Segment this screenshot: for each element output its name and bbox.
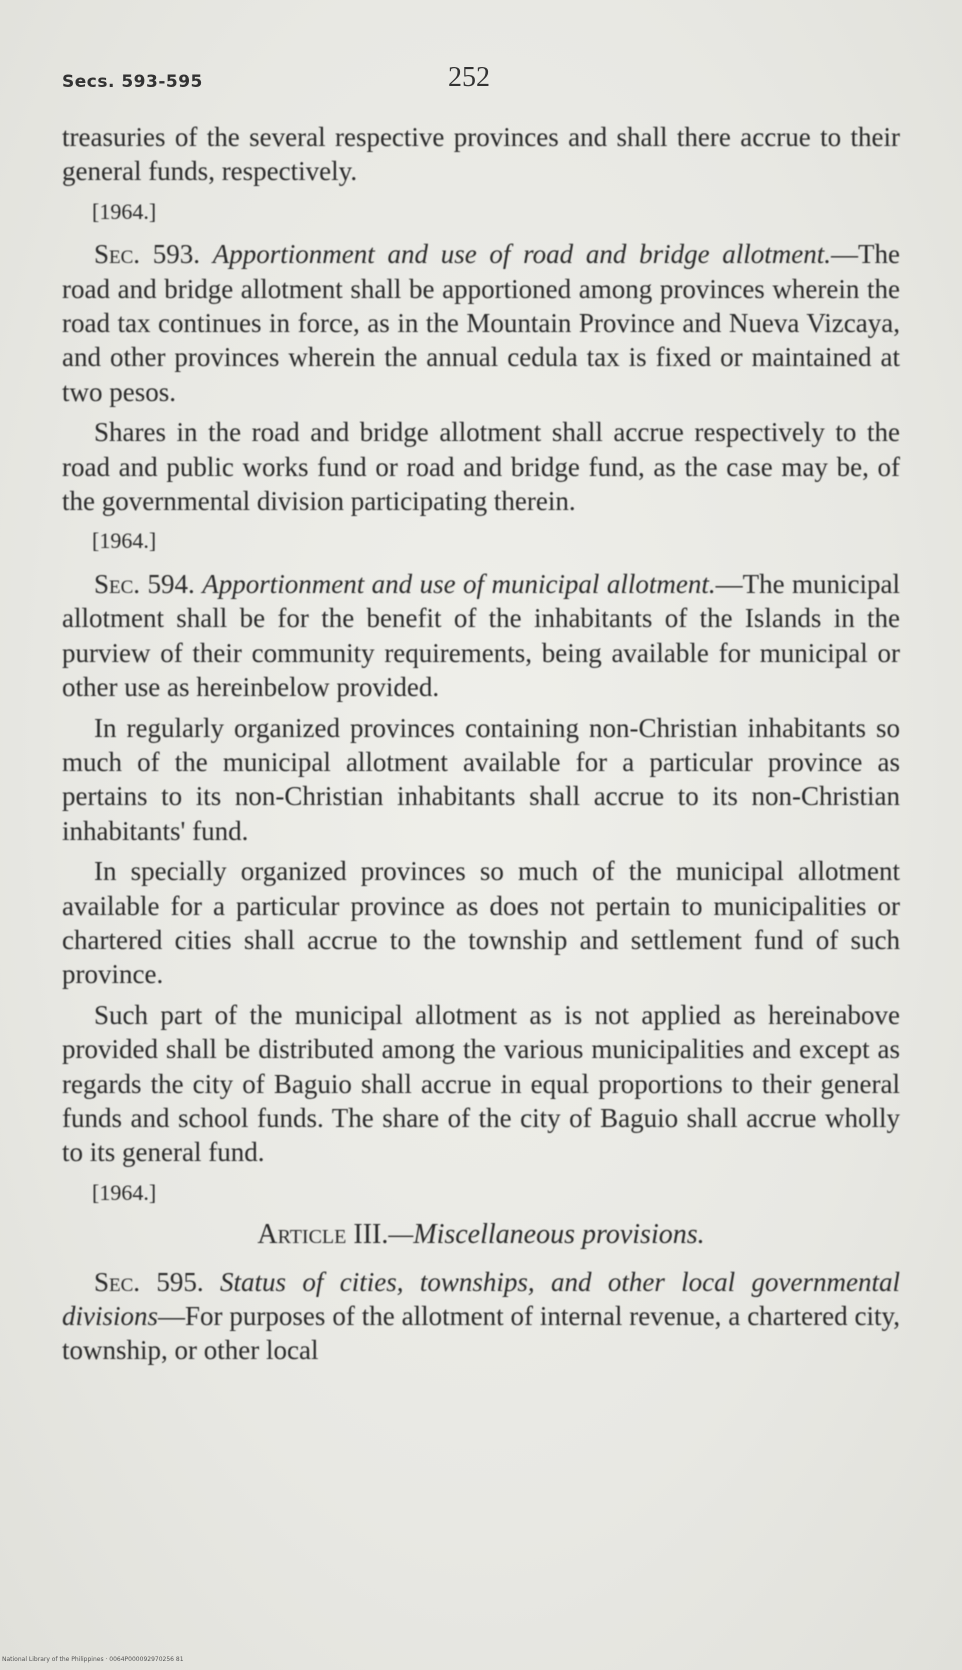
section-range-header: Secs. 593-595: [62, 72, 203, 92]
section-title: Status of cities, townships, and other local governmental divisions: [62, 1266, 900, 1331]
section-number: Sec. 593.: [94, 239, 201, 270]
section-number: Sec. 594.: [94, 568, 195, 599]
date-note: [1964.]: [92, 198, 157, 224]
section-text: —The municipal allotment shall be for the benefit of the inhabitants of the Islands in the purview of their community requirements, being available for municipal or other use as hereinbelow provided.: [62, 568, 901, 703]
section-number: Sec. 595.: [94, 1266, 204, 1297]
section-title: Apportionment and use of road and bridge allotment.: [212, 239, 832, 270]
continuation-paragraph: treasuries of the several respective provinces and shall there accrue to their general funds, respectively.: [62, 122, 900, 187]
body-text: [62, 120, 900, 1374]
date-note: [1964.]: [92, 528, 157, 554]
section-593-paragraph: [62, 237, 900, 409]
section-594-paragraph-2: In regularly organized provinces containing non-Christian inhabitants so much of the municipal allotment available for a particular province as pertains to its non-Christian inhabitants shall accrue to its non-Christian inhabitants' fund.: [62, 712, 900, 846]
section-594-paragraph: [62, 567, 900, 705]
section-594-paragraph-4: Such part of the municipal allotment as is not applied as hereinabove provided shall be distributed among the various municipalities and except as regards the city of Baguio shall accrue in equal proportions to their general funds and school funds. The share of the city of Baguio shall accrue wholly to its general fund.: [62, 999, 900, 1168]
section-593-paragraph-2: Shares in the road and bridge allotment shall accrue respectively to the road and public works fund or road and bridge fund, as the case may be, of the governmental division participating therein.: [62, 417, 900, 517]
page-number: 252: [448, 62, 490, 93]
section-title: Apportionment and use of municipal allotment.: [202, 568, 716, 599]
article-title: —Miscellaneous provisions.: [388, 1219, 705, 1251]
section-text: —For purposes of the allotment of internal revenue, a chartered city, township, or other local: [62, 1301, 900, 1366]
section-text: —The road and bridge allotment shall be apportioned among provinces wherein the road tax continues in force, as in the Mountain Province and Nueva Vizcaya, and other provinces wherein the annual cedula tax is fixed or maintained at two pesos.: [62, 239, 901, 407]
article-heading: [62, 1218, 900, 1252]
date-note: [1964.]: [92, 1179, 157, 1205]
section-594-paragraph-3: In specially organized provinces so much of the municipal allotment available for a particular province as does not pertain to municipalities or chartered cities shall accrue to the township and settlement fund of such province.: [62, 856, 900, 990]
article-label: Article III.: [257, 1219, 389, 1251]
section-595-paragraph: [62, 1265, 900, 1368]
scan-footer: National Library of the Philippines · 0064P000092970256 81: [2, 1656, 184, 1663]
